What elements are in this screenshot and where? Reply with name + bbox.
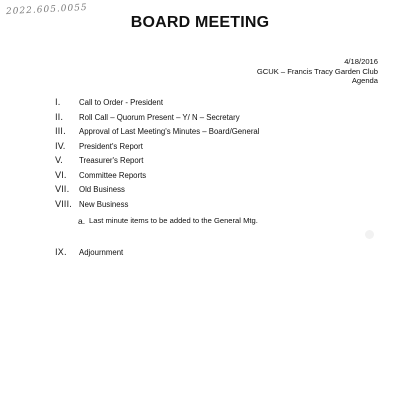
agenda-item-text: Old Business — [79, 185, 125, 194]
agenda-numeral: V. — [55, 156, 63, 166]
scan-artifact — [365, 230, 374, 239]
agenda-sub-item-last-minute — [55, 214, 385, 229]
agenda-numeral: II. — [55, 112, 64, 123]
agenda-item-roll-call — [55, 111, 385, 126]
agenda-item-text: Adjournment — [79, 247, 124, 257]
agenda-item-text: Call to Order - President — [79, 98, 164, 107]
agenda-item-text: Roll Call – Quorum Present – Y/ N – Secretary — [79, 112, 240, 122]
agenda-item-new-business — [55, 198, 385, 213]
sub-item-letter: a. — [78, 216, 86, 226]
meeting-header — [257, 57, 378, 86]
agenda-numeral: IV. — [55, 141, 66, 152]
organization-name: GCUK – Francis Tracy Garden Club — [256, 66, 378, 76]
agenda-item-text: President's Report — [79, 141, 143, 151]
agenda-numeral: IX. — [55, 247, 67, 258]
agenda-item-text: Treasurer's Report — [79, 156, 144, 165]
document-type: Agenda — [351, 76, 378, 85]
agenda-item-old-business — [55, 183, 385, 198]
agenda-item-adjournment — [55, 246, 385, 261]
agenda-item-approval-minutes — [55, 125, 385, 140]
agenda-item-text: New Business — [79, 199, 129, 209]
agenda-numeral: VI. — [55, 170, 67, 181]
meeting-date: 4/18/2016 — [344, 57, 378, 66]
agenda-numeral: III. — [55, 127, 66, 137]
agenda-numeral: I. — [55, 98, 61, 108]
page-title: BOARD MEETING — [130, 14, 270, 31]
agenda-numeral: VII. — [55, 185, 70, 195]
agenda-numeral: VIII. — [55, 199, 72, 210]
agenda-item-presidents-report — [55, 140, 385, 155]
agenda-item-treasurers-report — [55, 154, 385, 169]
sub-item-text: Last minute items to be added to the General Mtg. — [89, 216, 258, 225]
agenda-item-text: Committee Reports — [79, 170, 147, 180]
agenda-item-committee-reports — [55, 169, 385, 184]
agenda-list — [55, 96, 385, 260]
agenda-item-call-to-order — [55, 96, 385, 111]
agenda-item-text: Approval of Last Meeting's Minutes – Board/General — [79, 127, 260, 136]
agenda-spacer — [55, 229, 385, 246]
handwritten-accession-number: 2022.605.0055 — [5, 2, 88, 18]
